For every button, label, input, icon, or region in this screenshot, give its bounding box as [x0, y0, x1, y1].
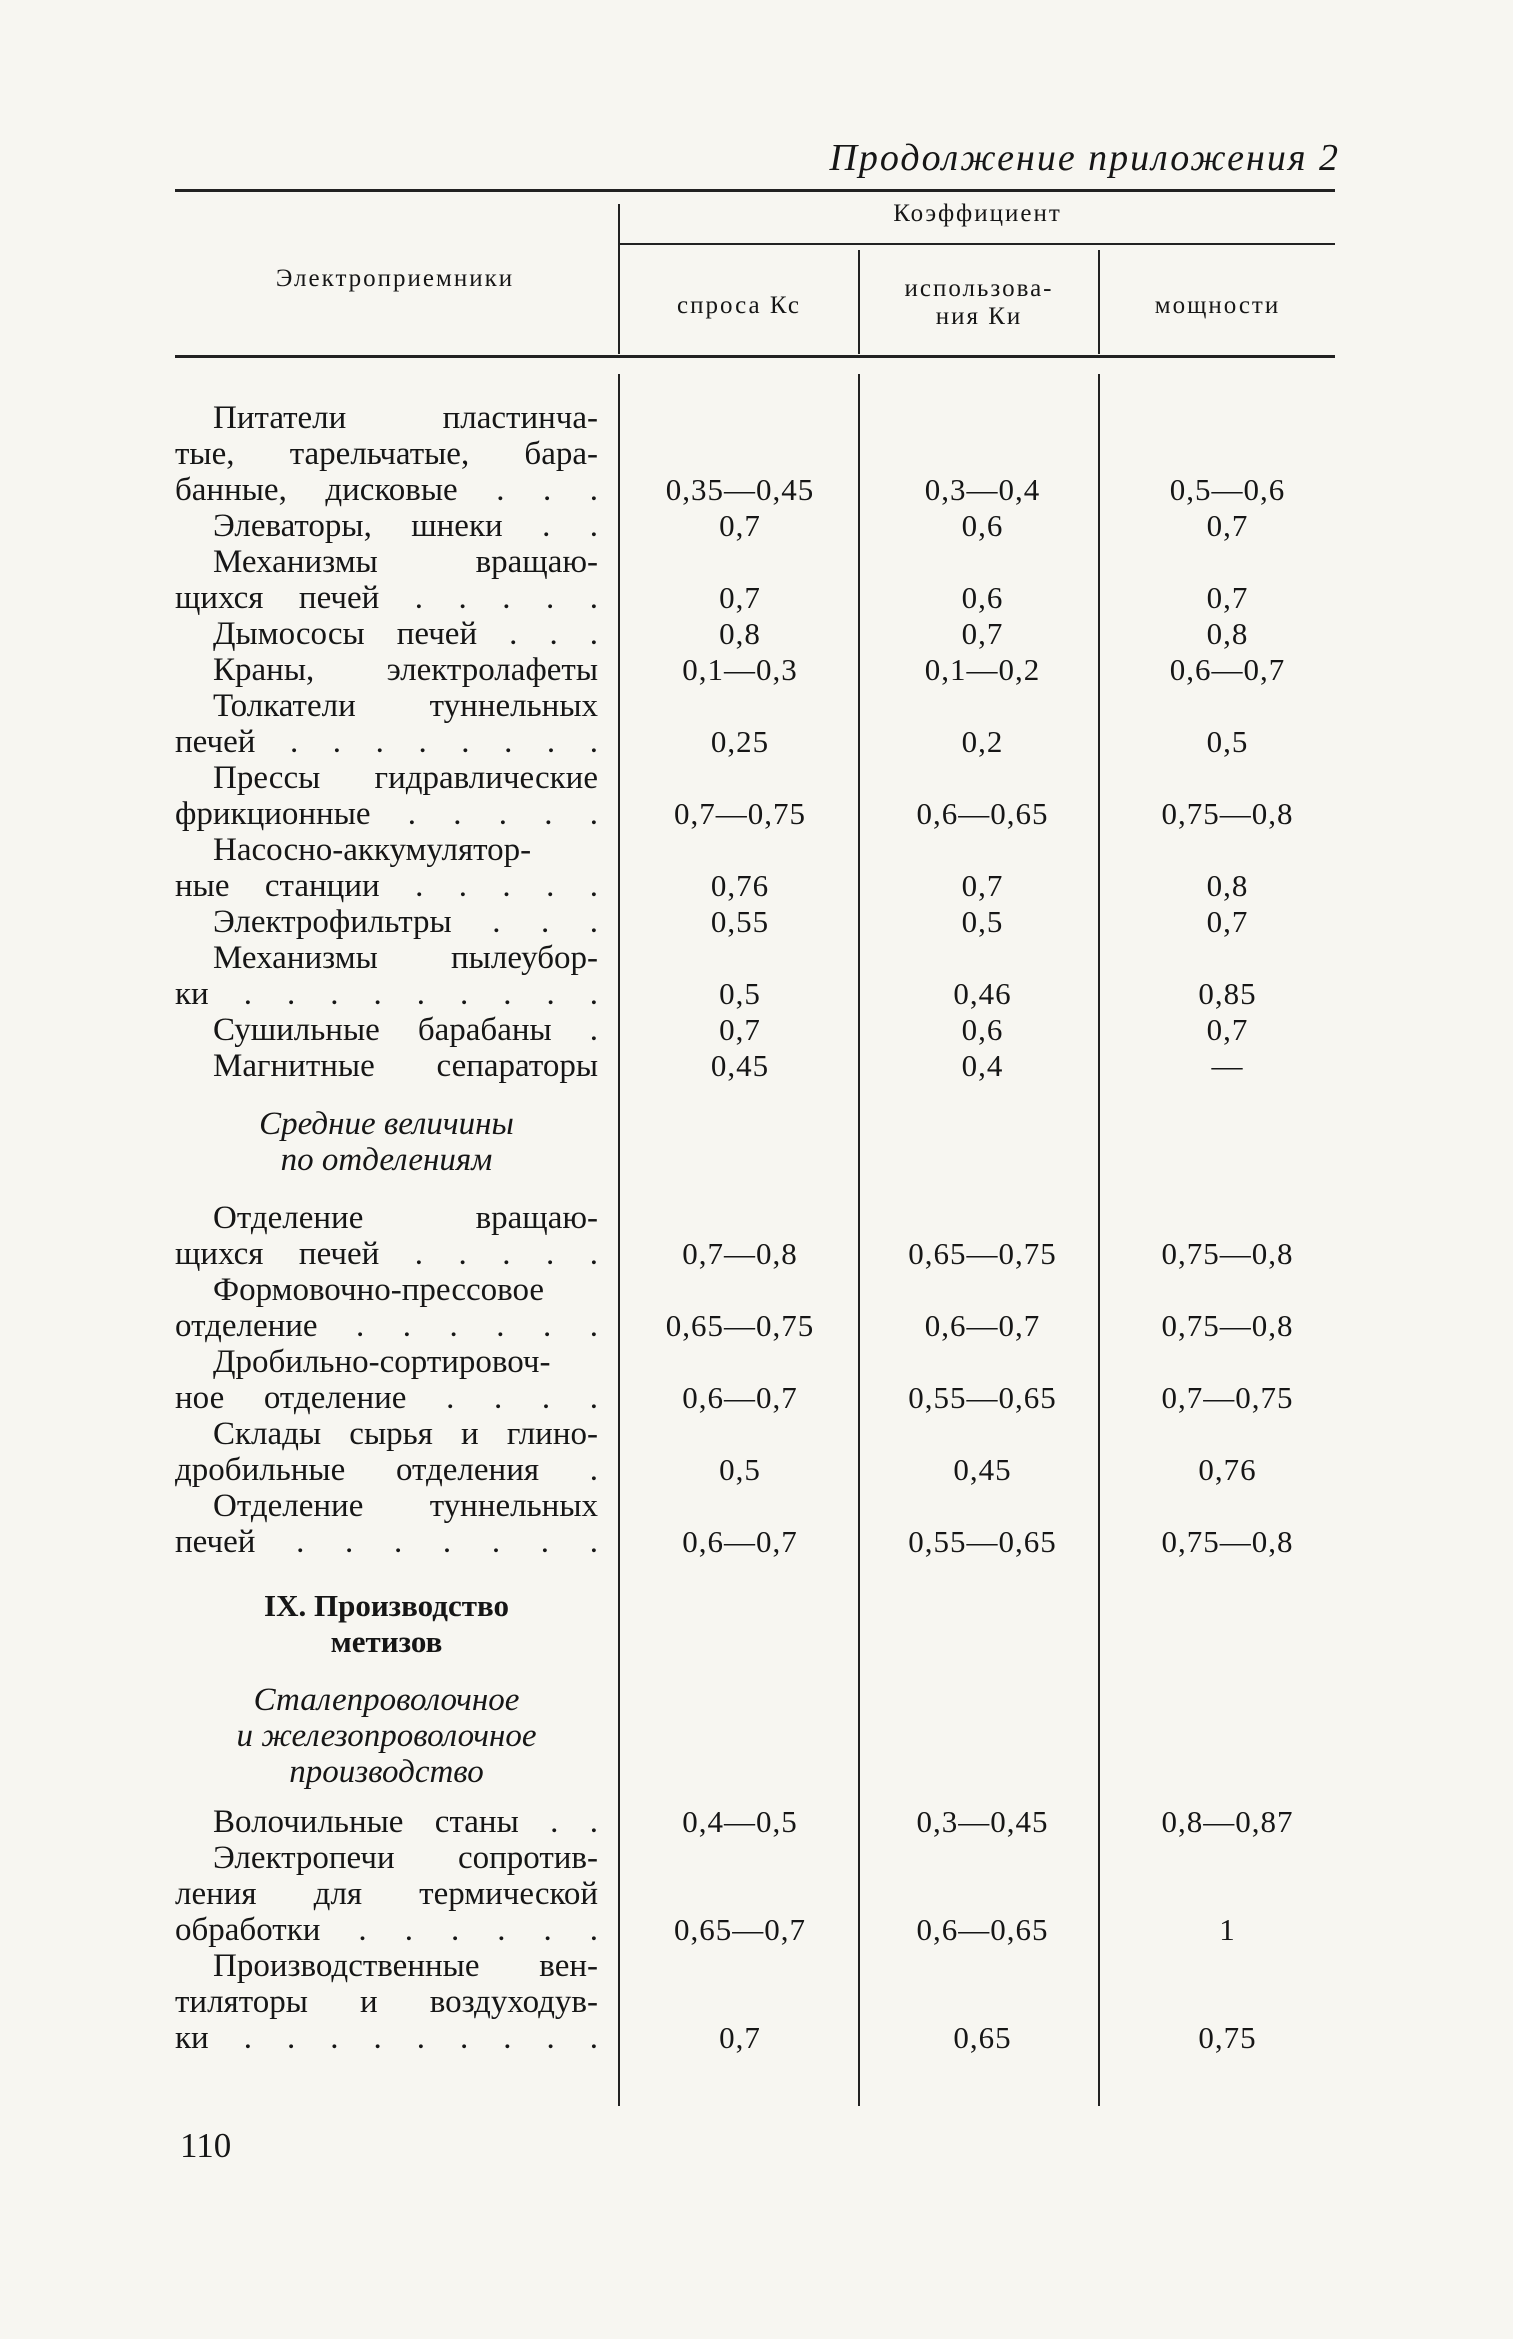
wire-production-subheading — [175, 1682, 598, 1790]
row-power-value: 0,5—0,6 — [1169, 472, 1286, 507]
row-usage-value: 0,2 — [961, 724, 1004, 759]
header-coefficient: Коэффициент — [893, 200, 1062, 227]
row-power-value: 0,75—0,8 — [1161, 796, 1294, 831]
table-row-name: Склады сырья и глино- дробильные отделения . — [175, 1416, 598, 1488]
header-usage-line2: ния Ки — [935, 303, 1023, 330]
row-usage-value: 0,65 — [953, 2020, 1012, 2055]
row-power-value: 0,76 — [1198, 1452, 1257, 1487]
row-power-value: 0,8 — [1206, 868, 1249, 903]
row-demand-value: 0,5 — [719, 976, 761, 1011]
averages-subheading-line2: по отделениям — [280, 1142, 493, 1178]
row-demand-value: 0,65—0,7 — [674, 1912, 806, 1947]
table-row-name: Насосно-аккумулятор- ные станции . . . . . — [175, 832, 598, 904]
row-demand-value: 0,7—0,8 — [682, 1236, 798, 1271]
row-demand-value: 0,76 — [710, 868, 770, 903]
row-demand-value: 0,7 — [719, 508, 761, 543]
row-usage-value: 0,6 — [961, 508, 1004, 543]
row-power-value: 0,7 — [1206, 508, 1249, 543]
row-power-value: 0,7 — [1206, 904, 1249, 939]
table-row-name: Отделение вращаю- щихся печей . . . . . — [175, 1200, 598, 1272]
row-power-value: 0,5 — [1206, 724, 1249, 759]
row-demand-value: 0,4—0,5 — [682, 1804, 798, 1839]
wire-subheading-line1: Сталепроволочное — [253, 1682, 520, 1718]
wire-subheading-line2: и железопроволочное — [236, 1718, 537, 1754]
averages-subheading-line1: Средние величины — [259, 1106, 514, 1142]
row-usage-value: 0,7 — [961, 616, 1004, 651]
table-row-name: Толкатели туннельных печей . . . . . . . . — [175, 688, 598, 760]
row-power-value: 0,75—0,8 — [1161, 1236, 1294, 1271]
table-row-name: Питатели пластинча- тые, тарельчатые, бара- банные, дисковые . . . — [175, 400, 598, 508]
row-power-value: 0,75—0,8 — [1161, 1308, 1294, 1343]
row-usage-value: 0,5 — [961, 904, 1004, 939]
continuation-title: Продолжение приложения 2 — [829, 137, 1340, 179]
header-receivers: Электроприемники — [275, 265, 515, 292]
row-demand-value: 0,35—0,45 — [665, 472, 815, 507]
section-heading-line2: метизов — [330, 1624, 443, 1659]
row-usage-value: 0,6—0,65 — [916, 1912, 1049, 1947]
header-usage — [860, 275, 1098, 331]
table-row-name: Прессы гидравлические фрикционные . . . . . — [175, 760, 598, 832]
row-usage-value: 0,6 — [961, 580, 1004, 615]
table-row-name: Дробильно-сортировоч- ное отделение . . . . — [175, 1344, 598, 1416]
row-usage-value: 0,6—0,7 — [924, 1308, 1041, 1343]
row-demand-value: 0,45 — [710, 1048, 770, 1083]
row-demand-value: 0,5 — [719, 1452, 761, 1487]
row-usage-value: 0,6—0,65 — [916, 796, 1049, 831]
table-row-name: Дымососы печей . . . — [213, 616, 598, 652]
row-usage-value: 0,55—0,65 — [908, 1524, 1057, 1559]
body-divider-1 — [618, 374, 620, 2106]
row-demand-value: 0,1—0,3 — [682, 652, 798, 687]
row-power-value: 1 — [1219, 1912, 1236, 1947]
row-demand-value: 0,6—0,7 — [682, 1524, 798, 1559]
row-demand-value: 0,65—0,75 — [665, 1308, 815, 1343]
row-demand-value: 0,8 — [719, 616, 761, 651]
table-row-name: Сушильные барабаны . — [213, 1012, 598, 1048]
table-row-name: Отделение туннельных печей . . . . . . . — [175, 1488, 598, 1560]
row-demand-value: 0,7 — [719, 580, 761, 615]
row-usage-value: 0,45 — [953, 1452, 1012, 1487]
table-top-rule — [175, 189, 1335, 192]
section-heading-line1: IX. Производство — [264, 1588, 509, 1623]
page-number: 110 — [180, 2126, 232, 2165]
row-usage-value: 0,55—0,65 — [908, 1380, 1057, 1415]
body-divider-2 — [858, 374, 860, 2106]
header-demand: спроса Кс — [677, 292, 801, 319]
row-power-value: 0,8—0,87 — [1161, 1804, 1294, 1839]
table-row-name: Волочильные станы . . — [213, 1804, 598, 1840]
table-row-name: Механизмы пылеубор- ки . . . . . . . . . — [175, 940, 598, 1012]
table-row-name: Магнитные сепараторы — [213, 1048, 598, 1084]
header-power: мощности — [1154, 292, 1281, 319]
table-row-name: Формовочно-прессовое отделение . . . . . . — [175, 1272, 598, 1344]
wire-subheading-line3: производство — [289, 1754, 484, 1790]
row-usage-value: 0,7 — [961, 868, 1004, 903]
row-demand-value: 0,6—0,7 — [682, 1380, 798, 1415]
row-demand-value: 0,55 — [710, 904, 770, 939]
row-demand-value: 0,25 — [710, 724, 770, 759]
table-row-name: Элеваторы, шнеки . . — [213, 508, 598, 544]
row-power-value: 0,8 — [1206, 616, 1249, 651]
row-usage-value: 0,1—0,2 — [924, 652, 1041, 687]
row-usage-value: 0,3—0,45 — [916, 1804, 1049, 1839]
row-demand-value: 0,7 — [719, 2020, 761, 2055]
table-row-name: Электрофильтры . . . — [213, 904, 598, 940]
table-row-name: Механизмы вращаю- щихся печей . . . . . — [175, 544, 598, 616]
section-heading — [175, 1588, 598, 1660]
row-demand-value: 0,7 — [719, 1012, 761, 1047]
table-row-name: Краны, электролафеты — [213, 652, 598, 688]
table-row-name: Производственные вен- тиляторы и воздуходув- ки . . . . . . . . . — [175, 1948, 598, 2056]
header-usage-line1: использова- — [904, 275, 1054, 302]
averages-subheading — [175, 1106, 598, 1178]
table-row-name: Электропечи сопротив- ления для термической обработки . . . . . . — [175, 1840, 598, 1948]
row-power-value: 0,6—0,7 — [1169, 652, 1286, 687]
coefficient-rule — [620, 243, 1335, 245]
row-power-value: 0,7—0,75 — [1161, 1380, 1294, 1415]
row-power-value: 0,75—0,8 — [1161, 1524, 1294, 1559]
row-usage-value: 0,46 — [953, 976, 1012, 1011]
row-demand-value: 0,7—0,75 — [674, 796, 806, 831]
row-power-value: 0,7 — [1206, 1012, 1249, 1047]
row-power-value: — — [1211, 1048, 1244, 1083]
row-power-value: 0,75 — [1198, 2020, 1257, 2055]
row-usage-value: 0,65—0,75 — [908, 1236, 1057, 1271]
row-usage-value: 0,6 — [961, 1012, 1004, 1047]
header-bottom-rule — [175, 355, 1335, 358]
row-power-value: 0,85 — [1198, 976, 1257, 1011]
row-usage-value: 0,3—0,4 — [924, 472, 1041, 507]
row-usage-value: 0,4 — [961, 1048, 1004, 1083]
row-power-value: 0,7 — [1206, 580, 1249, 615]
